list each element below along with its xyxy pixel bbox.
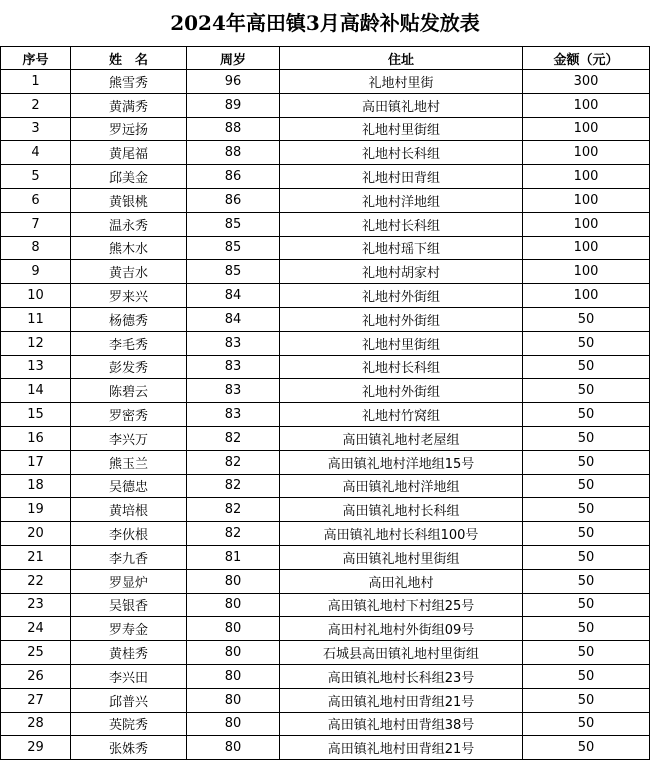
cell-address: 礼地村胡家村 [280,260,523,284]
cell-amount: 50 [523,450,650,474]
table-row [1,70,650,94]
cell-index: 26 [1,664,71,688]
cell-index: 20 [1,522,71,546]
cell-index: 27 [1,688,71,712]
cell-age: 80 [187,664,280,688]
cell-address: 高田镇礼地村下村组25号 [280,593,523,617]
cell-age: 82 [187,522,280,546]
table-row [1,403,650,427]
table-row [1,188,650,212]
cell-name: 张姝秀 [71,736,187,760]
table-row [1,93,650,117]
cell-address: 高田镇礼地村田背组21号 [280,688,523,712]
cell-name: 熊雪秀 [71,70,187,94]
cell-name: 陈碧云 [71,379,187,403]
cell-amount: 50 [523,688,650,712]
cell-amount: 100 [523,212,650,236]
cell-address: 礼地村竹窝组 [280,403,523,427]
cell-address: 礼地村长科组 [280,355,523,379]
cell-age: 80 [187,688,280,712]
table-row [1,545,650,569]
cell-amount: 100 [523,141,650,165]
table-row [1,165,650,189]
cell-age: 88 [187,117,280,141]
cell-name: 黄吉水 [71,260,187,284]
cell-age: 83 [187,355,280,379]
cell-name: 吴银香 [71,593,187,617]
cell-index: 5 [1,165,71,189]
cell-index: 3 [1,117,71,141]
table-row [1,331,650,355]
cell-name: 英院秀 [71,712,187,736]
cell-age: 82 [187,474,280,498]
cell-age: 81 [187,545,280,569]
cell-index: 21 [1,545,71,569]
cell-age: 80 [187,569,280,593]
cell-index: 18 [1,474,71,498]
cell-name: 彭发秀 [71,355,187,379]
cell-address: 高田镇礼地村里街组 [280,545,523,569]
cell-name: 罗密秀 [71,403,187,427]
table-row [1,712,650,736]
cell-name: 吴德忠 [71,474,187,498]
cell-amount: 300 [523,70,650,94]
cell-index: 16 [1,426,71,450]
table-row [1,284,650,308]
cell-name: 熊玉兰 [71,450,187,474]
cell-amount: 50 [523,593,650,617]
cell-age: 86 [187,188,280,212]
cell-address: 礼地村外街组 [280,379,523,403]
cell-age: 88 [187,141,280,165]
cell-index: 17 [1,450,71,474]
cell-index: 11 [1,307,71,331]
cell-address: 礼地村瑶下组 [280,236,523,260]
cell-name: 罗来兴 [71,284,187,308]
cell-amount: 50 [523,307,650,331]
cell-amount: 50 [523,545,650,569]
header-name: 姓 名 [71,47,187,70]
cell-address: 礼地村外街组 [280,284,523,308]
table-row [1,355,650,379]
table-row [1,522,650,546]
table-row [1,426,650,450]
cell-name: 黄银桃 [71,188,187,212]
cell-address: 礼地村长科组 [280,141,523,165]
cell-name: 温永秀 [71,212,187,236]
cell-amount: 100 [523,165,650,189]
cell-address: 礼地村里街 [280,70,523,94]
cell-amount: 50 [523,569,650,593]
cell-age: 80 [187,641,280,665]
cell-name: 杨德秀 [71,307,187,331]
cell-address: 高田村礼地村外街组09号 [280,617,523,641]
cell-address: 高田镇礼地村洋地组 [280,474,523,498]
table-row [1,474,650,498]
cell-amount: 50 [523,355,650,379]
cell-amount: 50 [523,712,650,736]
cell-index: 4 [1,141,71,165]
cell-address: 石城县高田镇礼地村里街组 [280,641,523,665]
cell-name: 黄尾福 [71,141,187,165]
cell-age: 80 [187,593,280,617]
cell-amount: 100 [523,93,650,117]
table-row [1,664,650,688]
table-row [1,450,650,474]
table-row [1,379,650,403]
cell-index: 25 [1,641,71,665]
cell-age: 84 [187,307,280,331]
cell-age: 83 [187,379,280,403]
cell-index: 2 [1,93,71,117]
table-row [1,212,650,236]
cell-index: 19 [1,498,71,522]
cell-amount: 50 [523,331,650,355]
cell-amount: 50 [523,379,650,403]
cell-age: 82 [187,498,280,522]
cell-address: 礼地村里街组 [280,117,523,141]
cell-address: 高田镇礼地村长科组100号 [280,522,523,546]
table-row [1,498,650,522]
cell-name: 邱普兴 [71,688,187,712]
cell-address: 高田镇礼地村田背组38号 [280,712,523,736]
cell-age: 84 [187,284,280,308]
cell-age: 83 [187,403,280,427]
cell-age: 80 [187,712,280,736]
cell-name: 黄培根 [71,498,187,522]
cell-age: 85 [187,212,280,236]
cell-age: 85 [187,236,280,260]
cell-address: 礼地村外街组 [280,307,523,331]
table-row [1,117,650,141]
cell-address: 礼地村里街组 [280,331,523,355]
cell-index: 7 [1,212,71,236]
cell-age: 89 [187,93,280,117]
cell-index: 9 [1,260,71,284]
cell-amount: 50 [523,474,650,498]
cell-name: 李兴万 [71,426,187,450]
cell-index: 12 [1,331,71,355]
cell-index: 14 [1,379,71,403]
table-row [1,141,650,165]
cell-index: 24 [1,617,71,641]
subsidy-table [0,46,650,760]
table-row [1,569,650,593]
cell-amount: 100 [523,188,650,212]
table-row [1,236,650,260]
cell-name: 黄满秀 [71,93,187,117]
cell-amount: 50 [523,522,650,546]
cell-amount: 50 [523,641,650,665]
cell-amount: 100 [523,117,650,141]
table-header-row [1,47,650,70]
cell-index: 29 [1,736,71,760]
cell-index: 1 [1,70,71,94]
cell-name: 李兴田 [71,664,187,688]
cell-amount: 50 [523,426,650,450]
cell-index: 10 [1,284,71,308]
cell-name: 李九香 [71,545,187,569]
table-row [1,593,650,617]
cell-address: 高田镇礼地村 [280,93,523,117]
cell-index: 13 [1,355,71,379]
cell-name: 李毛秀 [71,331,187,355]
cell-age: 82 [187,450,280,474]
cell-index: 8 [1,236,71,260]
cell-address: 高田礼地村 [280,569,523,593]
cell-address: 高田镇礼地村长科组23号 [280,664,523,688]
cell-amount: 100 [523,260,650,284]
cell-amount: 50 [523,736,650,760]
cell-name: 邱美金 [71,165,187,189]
cell-index: 15 [1,403,71,427]
header-address: 住址 [280,47,523,70]
cell-name: 李伙根 [71,522,187,546]
table-row [1,307,650,331]
cell-age: 80 [187,736,280,760]
cell-amount: 50 [523,403,650,427]
cell-amount: 100 [523,284,650,308]
cell-age: 80 [187,617,280,641]
cell-name: 罗远扬 [71,117,187,141]
cell-index: 22 [1,569,71,593]
cell-address: 礼地村长科组 [280,212,523,236]
cell-name: 罗显炉 [71,569,187,593]
cell-address: 高田镇礼地村长科组 [280,498,523,522]
cell-address: 高田镇礼地村老屋组 [280,426,523,450]
cell-age: 82 [187,426,280,450]
cell-index: 6 [1,188,71,212]
cell-amount: 50 [523,664,650,688]
cell-address: 礼地村洋地组 [280,188,523,212]
table-row [1,260,650,284]
cell-index: 28 [1,712,71,736]
table-row [1,617,650,641]
cell-age: 86 [187,165,280,189]
header-amount: 金额（元） [523,47,650,70]
cell-name: 黄桂秀 [71,641,187,665]
cell-age: 96 [187,70,280,94]
cell-amount: 100 [523,236,650,260]
cell-address: 高田镇礼地村田背组21号 [280,736,523,760]
table-row [1,736,650,760]
cell-name: 罗寿金 [71,617,187,641]
header-age: 周岁 [187,47,280,70]
cell-name: 熊木水 [71,236,187,260]
cell-age: 83 [187,331,280,355]
table-row [1,641,650,665]
document-title: 2024年高田镇3月高龄补贴发放表 [170,11,480,35]
cell-index: 23 [1,593,71,617]
cell-amount: 50 [523,498,650,522]
header-index: 序号 [1,47,71,70]
cell-address: 礼地村田背组 [280,165,523,189]
table-row [1,688,650,712]
cell-age: 85 [187,260,280,284]
cell-address: 高田镇礼地村洋地组15号 [280,450,523,474]
cell-amount: 50 [523,617,650,641]
